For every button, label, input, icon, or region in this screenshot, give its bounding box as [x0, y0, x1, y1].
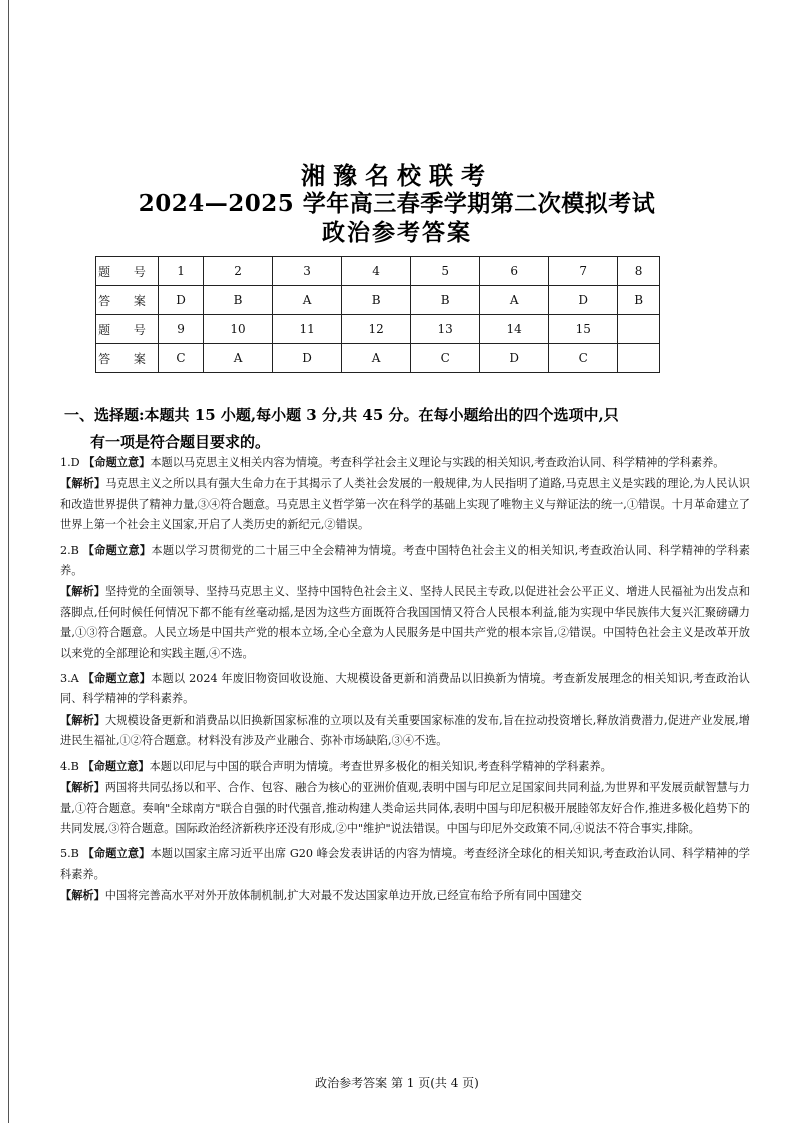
answer-cell: D [273, 344, 342, 373]
analysis-tag: 【解析】 [60, 584, 106, 599]
analysis-tag: 【解析】 [60, 476, 106, 491]
intent-paragraph [60, 540, 750, 582]
question-number-cell [618, 315, 660, 344]
table-row [96, 257, 660, 286]
item-number: 3.A [60, 672, 79, 686]
intent-paragraph [60, 843, 750, 885]
intent-tag: 【命题立意】 [82, 758, 150, 773]
explanation-item [60, 756, 750, 840]
analysis-paragraph [60, 777, 750, 839]
exam-name-title: 2024—2025 学年高三春季学期第二次模拟考试 [138, 190, 656, 217]
item-number: 5.B [60, 847, 79, 861]
answer-key-title: 政治参考答案 [322, 219, 472, 246]
question-number-cell: 1 [159, 257, 204, 286]
analysis-tag: 【解析】 [60, 780, 105, 795]
question-number-cell: 2 [204, 257, 273, 286]
answer-cell: D [159, 286, 204, 315]
section-heading [64, 402, 754, 456]
question-number-cell: 14 [480, 315, 549, 344]
analysis-text: 坚持党的全面领导、坚持马克思主义、坚持中国特色社会主义、坚持人民民主专政,以促进社会公平正义、增进人民福祉为出发点和落脚点,任何时候任何情况下都不能有丝毫动摇,是因为这些方面既符合我国国情又符合人民根本利益,能为实现中华民族伟大复兴汇聚磅礴力量,①③符合题意。人民立场是中国共产党的根本立场,全心全意为人民服务是中国共产党的根本宗旨,②错误。中国特色社会主义是改革开放以来党的全部理论和实践主题,④不选。 [60, 585, 750, 660]
table-row [96, 344, 660, 373]
answer-cell: B [342, 286, 411, 315]
intent-text: 本题以国家主席习近平出席 G20 峰会发表讲话的内容为情境。考查经济全球化的相关知识,考查政治认同、科学精神的学科素养。 [60, 847, 750, 881]
section-heading-line1: 一、选择题:本题共 15 小题,每小题 3 分,共 45 分。在每小题给出的四个选项中,只 [64, 406, 619, 424]
answer-cell: C [549, 344, 618, 373]
answer-cell: D [480, 344, 549, 373]
intent-text: 本题以学习贯彻党的二十届三中全会精神为情境。考查中国特色社会主义的相关知识,考查政治认同、科学精神的学科素养。 [60, 543, 750, 578]
analysis-tag: 【解析】 [60, 888, 105, 903]
answer-cell: B [204, 286, 273, 315]
table-row [96, 286, 660, 315]
item-number: 4.B [60, 759, 79, 773]
intent-text: 本题以 2024 年废旧物资回收设施、大规模设备更新和消费品以旧换新为情境。考查新发展理念的相关知识,考查政治认同、科学精神的学科素养。 [60, 672, 750, 706]
intent-tag: 【命题立意】 [83, 455, 151, 469]
intent-tag: 【命题立意】 [82, 846, 151, 861]
analysis-paragraph [60, 885, 750, 906]
answer-cell: D [549, 286, 618, 315]
answer-cell: A [342, 344, 411, 373]
question-label-cell: 题 号 [96, 315, 159, 344]
question-label-cell: 题 号 [96, 257, 159, 286]
question-number-cell: 10 [204, 315, 273, 344]
intent-text: 本题以马克思主义相关内容为情境。考查科学社会主义理论与实践的相关知识,考查政治认同、科学精神的学科素养。 [150, 456, 725, 469]
answer-cell: A [480, 286, 549, 315]
answer-cell [618, 344, 660, 373]
explanations [60, 452, 750, 911]
exam-union-title: 湘豫名校联考 [301, 161, 493, 190]
table-row [96, 315, 660, 344]
analysis-text: 马克思主义之所以具有强大生命力在于其揭示了人类社会发展的一般规律,为人民指明了道路,马克思主义是实践的理论,为人民认识和改造世界提供了精神力量,③④符合题意。马克思主义哲学第一次在科学的基础上实现了唯物主义与辩证法的统一,①错误。十月革命建立了世界上第一个社会主义国家,开启了人类历史的新纪元,②错误。 [60, 477, 750, 532]
question-number-cell: 5 [411, 257, 480, 286]
analysis-paragraph [60, 473, 750, 535]
explanation-item [60, 452, 750, 536]
question-number-cell: 6 [480, 257, 549, 286]
page-footer: 政治参考答案 第 1 页(共 4 页) [315, 1076, 479, 1090]
item-number: 1.D [60, 456, 80, 469]
analysis-text: 两国将共同弘扬以和平、合作、包容、融合为核心的亚洲价值观,表明中国与印尼立足国家间共同利益,为世界和平发展贡献智慧与力量,①符合题意。奏响"全球南方"联合自强的时代强音,推动构建人类命运共同体,表明中国与印尼积极开展睦邻友好合作,推进多极化趋势下的共同发展,③符合题意。国际政治经济新秩序还没有形成,②中"维护"说法错误。中国与印尼外交政策不同,④说法不符合事实,排除。 [60, 781, 750, 835]
intent-text: 本题以印尼与中国的联合声明为情境。考查世界多极化的相关知识,考查科学精神的学科素养。 [149, 759, 612, 773]
analysis-text: 中国将完善高水平对外开放体制机制,扩大对最不发达国家单边开放,已经宣布给予所有同中国建交 [104, 889, 582, 903]
intent-paragraph [60, 452, 750, 473]
answer-cell: A [273, 286, 342, 315]
analysis-paragraph [60, 710, 750, 752]
intent-paragraph [60, 756, 750, 777]
item-number: 2.B [60, 543, 79, 557]
question-number-cell: 8 [618, 257, 660, 286]
analysis-tag: 【解析】 [60, 712, 106, 727]
question-number-cell: 12 [342, 315, 411, 344]
answer-label-cell: 答 案 [96, 344, 159, 373]
explanation-item [60, 668, 750, 752]
intent-tag: 【命题立意】 [82, 542, 152, 557]
question-number-cell: 7 [549, 257, 618, 286]
question-number-cell: 15 [549, 315, 618, 344]
intent-tag: 【命题立意】 [82, 671, 152, 686]
explanation-item [60, 540, 750, 664]
analysis-text: 大规模设备更新和消费品以旧换新国家标准的立项以及有关重要国家标准的发布,旨在拉动投资增长,释放消费潜力,促进产业发展,增进民生福祉,①②符合题意。材料没有涉及产业融合、弥补市场缺陷,③④不选。 [60, 713, 750, 748]
answer-cell: C [159, 344, 204, 373]
question-number-cell: 11 [273, 315, 342, 344]
answer-cell: B [618, 286, 660, 315]
answer-label-cell: 答 案 [96, 286, 159, 315]
question-number-cell: 9 [159, 315, 204, 344]
question-number-cell: 13 [411, 315, 480, 344]
question-number-cell: 4 [342, 257, 411, 286]
explanation-item [60, 843, 750, 906]
answer-cell: B [411, 286, 480, 315]
analysis-paragraph [60, 581, 750, 664]
answer-cell: A [204, 344, 273, 373]
section-heading-line2: 有一项是符合题目要求的。 [90, 433, 271, 451]
intent-paragraph [60, 668, 750, 710]
question-number-cell: 3 [273, 257, 342, 286]
answer-cell: C [411, 344, 480, 373]
answer-table [95, 256, 660, 373]
